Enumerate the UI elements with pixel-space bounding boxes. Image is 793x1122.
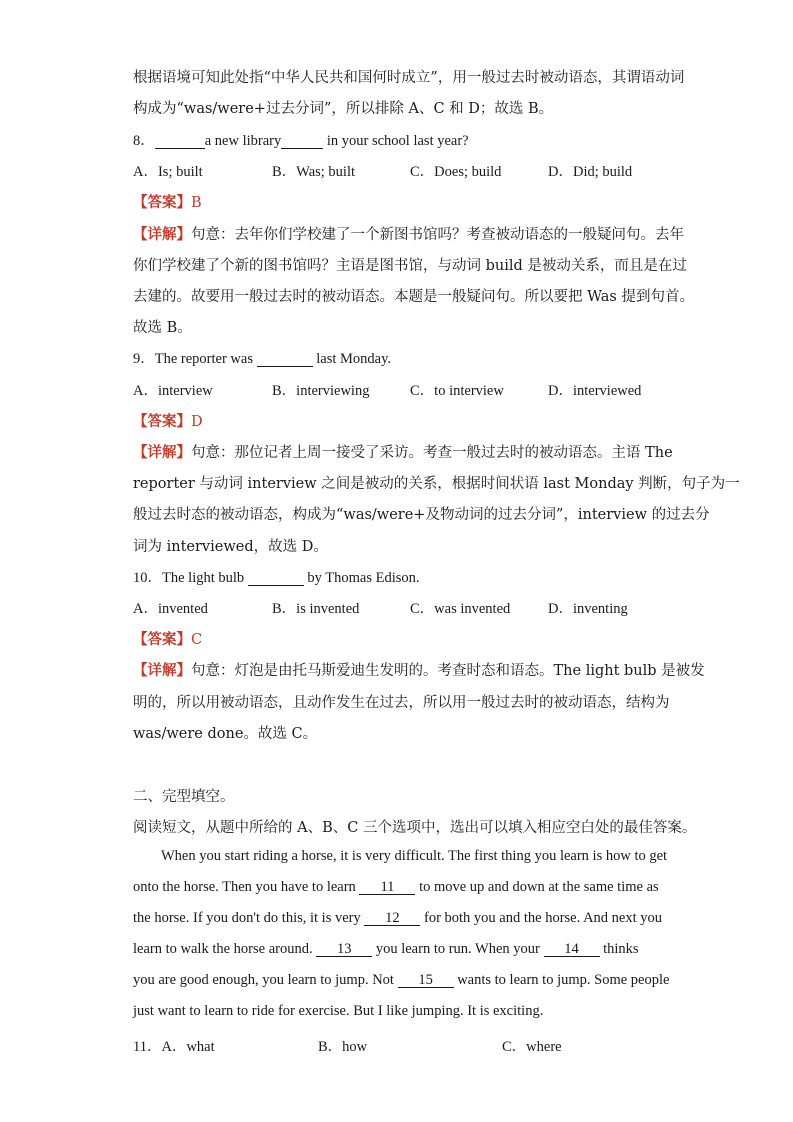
q9-text-a: The reporter was bbox=[154, 351, 253, 367]
q8-question bbox=[133, 129, 469, 150]
passage-text: to move up and down at the same time as bbox=[419, 879, 659, 895]
q9-text-b: last Monday. bbox=[316, 351, 392, 367]
answer-label: 【答案】 bbox=[133, 413, 191, 430]
passage-text: you learn to run. When your bbox=[375, 941, 540, 957]
answer-label: 【答案】 bbox=[133, 194, 191, 211]
q11-option-a-text: A．what bbox=[161, 1039, 215, 1055]
q9-option-b: B．interviewing bbox=[272, 383, 370, 399]
q8-detail-line-1 bbox=[133, 223, 684, 244]
detail-label: 【详解】 bbox=[133, 662, 191, 679]
detail-label: 【详解】 bbox=[133, 226, 191, 243]
q10-text-b: by Thomas Edison. bbox=[307, 570, 420, 586]
detail-text: 句意：灯泡是由托马斯爱迪生发明的。考查时态和语态。The light bulb 是被发 bbox=[191, 663, 705, 679]
passage-text: onto the horse. Then you have to learn bbox=[133, 879, 356, 895]
q10-option-b: B．is invented bbox=[272, 601, 360, 617]
q10-blank bbox=[248, 571, 304, 586]
q9-option-d: D．interviewed bbox=[548, 383, 642, 399]
detail-label: 【详解】 bbox=[133, 444, 191, 461]
q10-question bbox=[133, 566, 420, 587]
q8-detail-line-4: 故选 B。 bbox=[133, 320, 192, 336]
answer-value: C bbox=[191, 632, 203, 648]
q9-detail-line-2: reporter 与动词 interview 之间是被动的关系，根据时间状语 last Monday 判断，句子为一 bbox=[133, 476, 740, 492]
q8-detail-line-3: 去建的。故要用一般过去时的被动语态。本题是一般疑问句。所以要把 Was 提到句首。 bbox=[133, 289, 694, 305]
blank-14: 14 bbox=[544, 942, 600, 957]
answer-label: 【答案】 bbox=[133, 631, 191, 648]
q7-explanation-line-1: 根据语境可知此处指“中华人民共和国何时成立”，用一般过去时被动语态，其谓语动词 bbox=[133, 70, 685, 86]
q8-number: 8． bbox=[133, 133, 155, 149]
q8-answer bbox=[133, 191, 202, 212]
q9-detail-line-4: 词为 interviewed，故选 D。 bbox=[133, 539, 328, 555]
passage-text: you are good enough, you learn to jump. Not bbox=[133, 972, 394, 988]
blank-15: 15 bbox=[398, 973, 454, 988]
q10-answer bbox=[133, 628, 202, 649]
passage-text: the horse. If you don't do this, it is very bbox=[133, 910, 361, 926]
q8-option-a: A．Is; built bbox=[133, 164, 203, 180]
passage-line-6: just want to learn to ride for exercise. But I like jumping. It is exciting. bbox=[133, 1003, 544, 1019]
detail-text: 句意：那位记者上周一接受了采访。考查一般过去时的被动语态。主语 The bbox=[191, 445, 673, 461]
passage-text: thinks bbox=[603, 941, 639, 957]
q8-option-b: B．Was; built bbox=[272, 164, 356, 180]
section-title: 二、完型填空。 bbox=[133, 789, 235, 805]
section-instruction: 阅读短文，从题中所给的 A、B、C 三个选项中，选出可以填入相应空白处的最佳答案。 bbox=[133, 820, 697, 836]
passage-line-4 bbox=[133, 941, 639, 958]
q10-detail-line-1 bbox=[133, 659, 705, 680]
q10-text-a: The light bulb bbox=[162, 570, 245, 586]
q9-answer bbox=[133, 410, 203, 431]
q9-option-c: C．to interview bbox=[410, 383, 504, 399]
q10-number: 10． bbox=[133, 570, 162, 586]
q9-number: 9． bbox=[133, 351, 155, 367]
q11-option-b: B．how bbox=[318, 1039, 368, 1055]
q9-detail-line-1 bbox=[133, 441, 673, 462]
q8-blank-1 bbox=[155, 134, 205, 149]
q10-detail-line-3: was/were done。故选 C。 bbox=[133, 726, 318, 742]
q11-option-c: C．where bbox=[502, 1039, 562, 1055]
q7-explanation-line-2: 构成为“was/were+过去分词”，所以排除 A、C 和 D；故选 B。 bbox=[133, 101, 554, 117]
q9-question bbox=[133, 347, 391, 368]
blank-12: 12 bbox=[364, 911, 420, 926]
passage-line-2 bbox=[133, 879, 659, 896]
answer-value: B bbox=[191, 195, 202, 211]
q8-detail-line-2: 你们学校建了个新的图书馆吗？主语是图书馆，与动词 build 是被动关系，而且是在过 bbox=[133, 258, 687, 274]
q10-detail-line-2: 明的，所以用被动语态，且动作发生在过去，所以用一般过去时的被动语态，结构为 bbox=[133, 695, 670, 711]
q9-detail-line-3: 般过去时态的被动语态，构成为“was/were+及物动词的过去分词”，interview 的过去分 bbox=[133, 507, 710, 523]
answer-value: D bbox=[191, 414, 203, 430]
q11-number: 11． bbox=[133, 1039, 162, 1055]
q8-text-a: a new library bbox=[204, 133, 282, 149]
passage-line-1: When you start riding a horse, it is very difficult. The first thing you learn is how to get bbox=[161, 848, 668, 864]
passage-text: learn to walk the horse around. bbox=[133, 941, 313, 957]
passage-line-3 bbox=[133, 910, 662, 927]
q8-option-d: D．Did; build bbox=[548, 164, 633, 180]
blank-11: 11 bbox=[359, 880, 415, 895]
q10-option-c: C．was invented bbox=[410, 601, 511, 617]
q10-option-d: D．inventing bbox=[548, 601, 628, 617]
passage-text: for both you and the horse. And next you bbox=[424, 910, 663, 926]
q8-text-b: in your school last year? bbox=[326, 133, 469, 149]
q8-blank-2 bbox=[281, 134, 323, 149]
passage-line-5 bbox=[133, 972, 669, 989]
q10-option-a: A．invented bbox=[133, 601, 208, 617]
q9-option-a: A．interview bbox=[133, 383, 213, 399]
passage-text: wants to learn to jump. Some people bbox=[457, 972, 670, 988]
q11-option-a bbox=[133, 1035, 215, 1056]
q9-blank bbox=[257, 352, 313, 367]
blank-13: 13 bbox=[316, 942, 372, 957]
detail-text: 句意：去年你们学校建了一个新图书馆吗？考查被动语态的一般疑问句。去年 bbox=[191, 227, 684, 243]
q8-option-c: C．Does; build bbox=[410, 164, 502, 180]
